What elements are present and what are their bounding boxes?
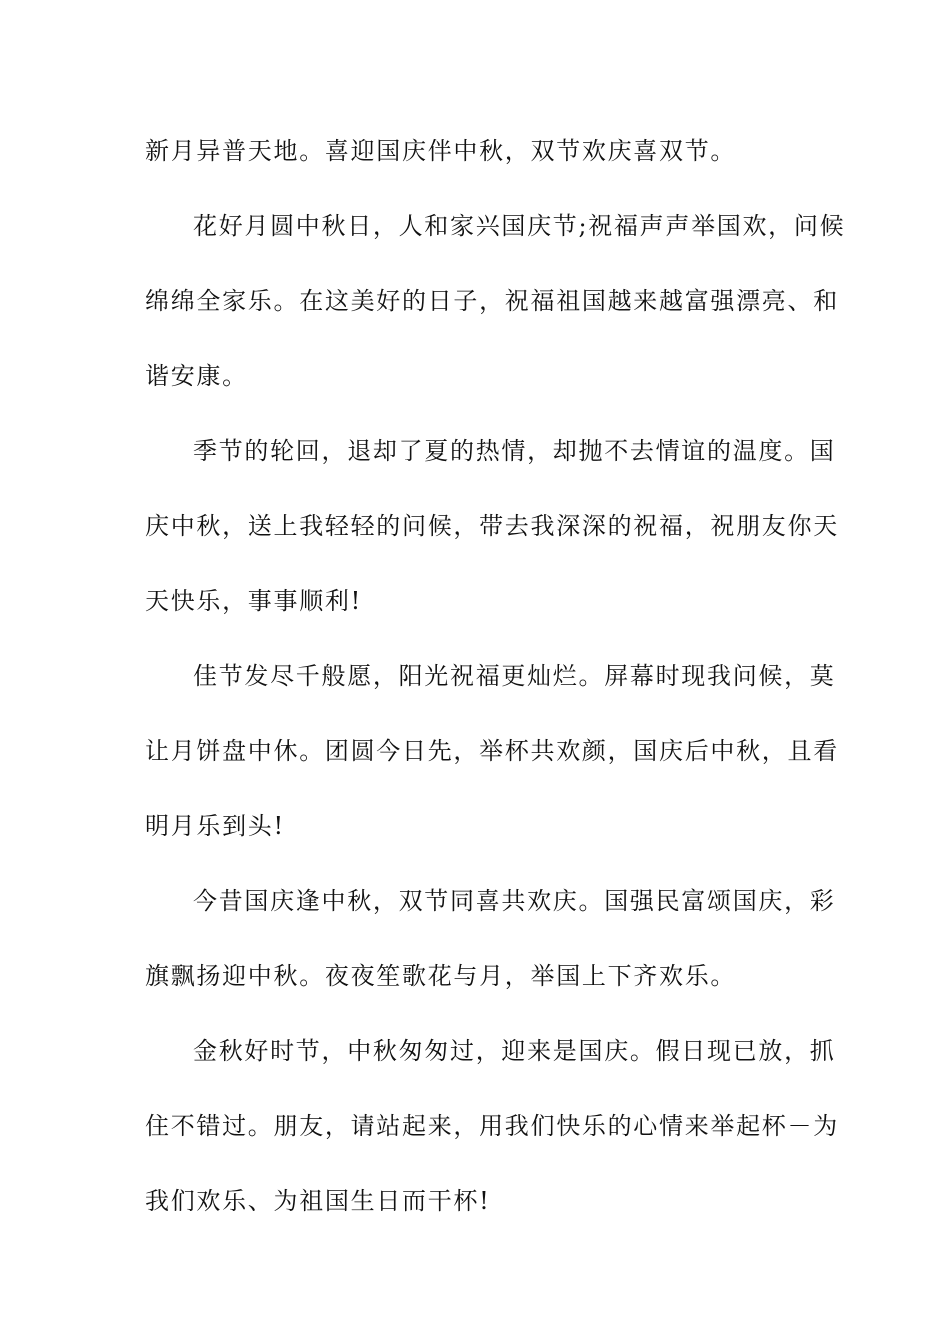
text-line: 旗飘扬迎中秋。夜夜笙歌花与月，举国上下齐欢乐。 bbox=[145, 962, 737, 990]
paragraph-first-line: 金秋好时节，中秋匆匆过，迎来是国庆。假日现已放，抓 bbox=[193, 1037, 836, 1065]
text-line: 绵绵全家乐。在这美好的日子，祝福祖国越来越富强漂亮、和 bbox=[145, 287, 839, 315]
paragraph-first-line: 季节的轮回，退却了夏的热情，却抛不去情谊的温度。国 bbox=[193, 437, 836, 465]
text-line: 住不错过。朋友，请站起来，用我们快乐的心情来举起杯－为 bbox=[145, 1112, 839, 1140]
paragraph-first-line: 佳节发尽千般愿，阳光祝福更灿烂。屏幕时现我问候，莫 bbox=[193, 662, 836, 690]
text-line: 让月饼盘中休。团圆今日先，举杯共欢颜，国庆后中秋，且看 bbox=[145, 737, 839, 765]
text-line: 我们欢乐、为祖国生日而干杯! bbox=[145, 1187, 491, 1215]
text-line: 明月乐到头! bbox=[145, 812, 285, 840]
text-line: 谐安康。 bbox=[145, 362, 248, 390]
paragraph-first-line: 今昔国庆逢中秋，双节同喜共欢庆。国强民富颂国庆，彩 bbox=[193, 887, 836, 915]
text-line: 庆中秋，送上我轻轻的问候，带去我深深的祝福，祝朋友你天 bbox=[145, 512, 839, 540]
text-line: 新月异普天地。喜迎国庆伴中秋，双节欢庆喜双节。 bbox=[145, 137, 737, 165]
paragraph-first-line: 花好月圆中秋日，人和家兴国庆节;祝福声声举国欢，问候 bbox=[193, 212, 846, 240]
text-line: 天快乐，事事顺利! bbox=[145, 587, 362, 615]
